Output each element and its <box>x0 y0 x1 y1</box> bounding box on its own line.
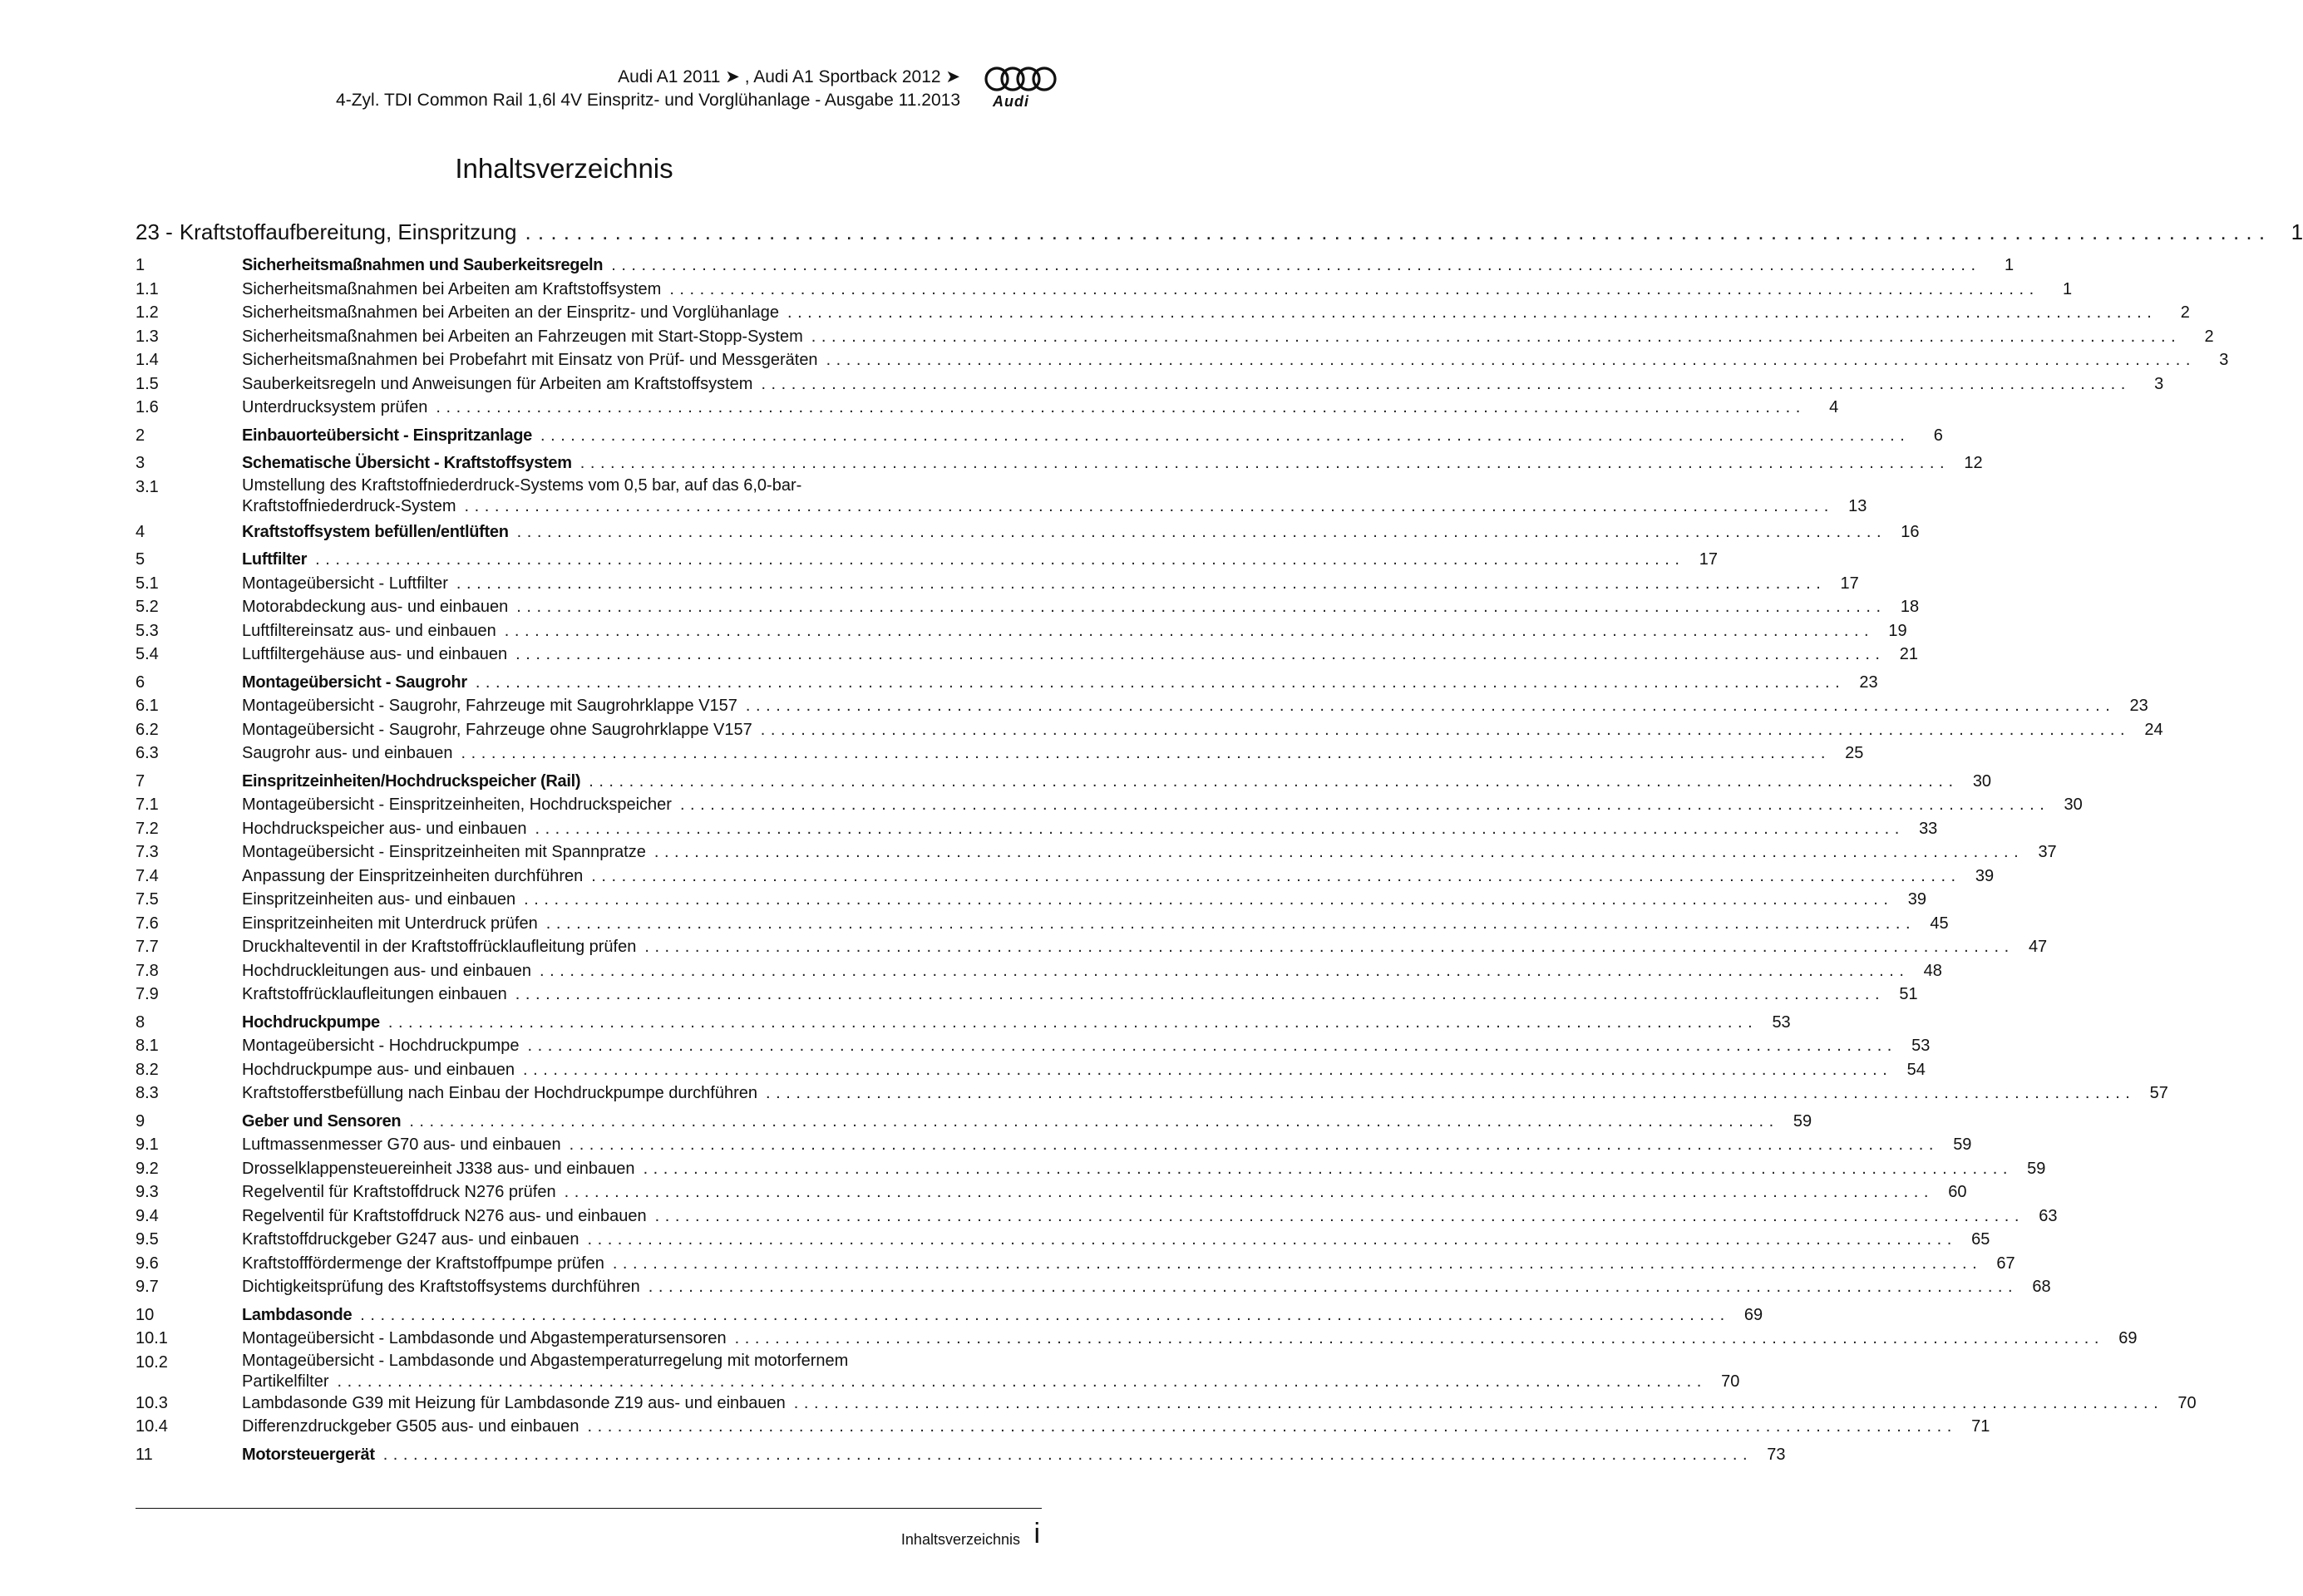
leader-dots <box>436 396 1800 420</box>
toc-subsection-row[interactable] <box>136 643 1918 667</box>
entry-number: 9.4 <box>136 1206 159 1225</box>
leader-dots <box>337 1372 1701 1392</box>
leader-dots <box>476 671 1840 695</box>
entry-page: 39 <box>1975 866 1995 885</box>
entry-number: 6.3 <box>136 744 159 762</box>
entry-title: Sicherheitsmaßnahmen bei Arbeiten an der Einspritz- und Vorglühanlage <box>242 303 779 322</box>
leader-dots <box>761 718 2125 742</box>
entry-page: 57 <box>2149 1084 2168 1102</box>
entry-number: 5.4 <box>136 645 159 663</box>
leader-dots <box>735 1327 2099 1351</box>
leader-dots <box>540 424 1905 448</box>
toc-subsection-row[interactable] <box>136 619 1907 643</box>
entry-title: Montageübersicht - Saugrohr, Fahrzeuge ohne Saugrohrklappe V157 <box>242 720 752 739</box>
entry-page: 6 <box>1933 426 1943 445</box>
entry-title: Motorsteuergerät <box>242 1445 375 1464</box>
leader-dots <box>611 254 1975 278</box>
table-of-contents <box>136 214 2303 1466</box>
entry-title: Lambdasonde <box>242 1305 353 1324</box>
toc-subsection-row[interactable] <box>136 912 1949 936</box>
entry-title: Kraftstofffördermenge der Kraftstoffpumpe prüfen <box>242 1254 604 1273</box>
toc-subsection-row[interactable] <box>136 1351 1740 1392</box>
leader-dots <box>360 1303 1724 1328</box>
entry-title: Kraftstoffsystem befüllen/entlüften <box>242 522 509 541</box>
entry-page: 16 <box>1901 522 1920 541</box>
leader-dots <box>528 1034 1892 1058</box>
entry-title: Unterdrucksystem prüfen <box>242 398 428 416</box>
entry-page: 33 <box>1919 819 1938 838</box>
leader-dots <box>591 864 1955 889</box>
entry-title: Luftfiltereinsatz aus- und einbauen <box>242 621 496 640</box>
entry-page: 24 <box>2144 720 2163 739</box>
entry-number: 5.3 <box>136 621 159 640</box>
toc-subsection-row[interactable] <box>136 325 2214 349</box>
toc-subsection-row[interactable] <box>136 1157 2046 1181</box>
leader-dots <box>655 1204 2019 1229</box>
entry-title: Kraftstoffdruckgeber G247 aus- und einbauen <box>242 1230 579 1249</box>
toc-subsection-row[interactable] <box>136 301 2190 325</box>
entry-number: 1.2 <box>136 303 159 322</box>
entry-page: 39 <box>1907 890 1926 909</box>
entry-page: 19 <box>1888 621 1907 640</box>
entry-title: Einspritzeinheiten aus- und einbauen <box>242 890 516 909</box>
entry-number: 5.1 <box>136 574 159 593</box>
leader-dots <box>587 1415 1951 1439</box>
entry-title: Regelventil für Kraftstoffdruck N276 prüfen <box>242 1183 556 1201</box>
toc-subsection-row[interactable] <box>136 1204 2058 1229</box>
entry-page: 23 <box>2129 697 2148 715</box>
leader-dots <box>505 619 1869 643</box>
entry-page: 48 <box>1923 961 1942 980</box>
entry-number: 1.5 <box>136 374 159 393</box>
entry-page: 18 <box>1900 598 1920 616</box>
entry-page: 13 <box>1848 496 1867 515</box>
toc-subsection-row[interactable] <box>136 718 2163 742</box>
entry-page: 1 <box>2063 279 2073 298</box>
leader-dots <box>383 1443 1748 1467</box>
leader-dots <box>525 214 2265 249</box>
entry-title: Luftfilter <box>242 550 308 569</box>
leader-dots <box>523 1058 1887 1082</box>
leader-dots <box>746 694 2110 718</box>
entry-title: Schematische Übersicht - Kraftstoffsystem <box>242 454 572 472</box>
entry-number: 1 <box>136 256 145 274</box>
toc-section-row[interactable] <box>136 520 1920 544</box>
entry-number: 7 <box>136 771 145 791</box>
leader-dots <box>787 301 2152 325</box>
leader-dots <box>565 1180 1929 1204</box>
toc-subsection-row[interactable] <box>136 278 2073 302</box>
leader-dots <box>644 1157 2008 1181</box>
entry-title: Montageübersicht - Einspritzeinheiten, Hochdruckspeicher <box>242 796 672 814</box>
leader-dots <box>669 278 2034 302</box>
toc-section-row[interactable] <box>136 424 1943 448</box>
entry-title: Hochdruckspeicher aus- und einbauen <box>242 819 527 838</box>
entry-number: 7.3 <box>136 843 159 861</box>
entry-page: 69 <box>1743 1305 1763 1324</box>
entry-number: 6.1 <box>136 697 159 715</box>
entry-number: 7.9 <box>136 985 159 1003</box>
entry-title: Kraftstofferstbefüllung nach Einbau der Hochdruckpumpe durchführen <box>242 1084 758 1102</box>
footer-rule <box>136 1508 1042 1509</box>
toc-chapter[interactable] <box>136 214 2303 249</box>
entry-title: Montageübersicht - Luftfilter <box>242 574 448 593</box>
entry-title: Kraftstoffrücklaufleitungen einbauen <box>242 985 507 1003</box>
entry-number: 5.2 <box>136 598 159 616</box>
toc-subsection-row[interactable] <box>136 694 2148 718</box>
toc-subsection-row[interactable] <box>136 475 1867 516</box>
entry-page: 71 <box>1971 1417 1990 1436</box>
toc-section-row[interactable] <box>136 548 1718 572</box>
toc-subsection-row[interactable] <box>136 1275 2051 1299</box>
entry-title: Luftmassenmesser G70 aus- und einbauen <box>242 1135 561 1154</box>
entry-title: Montageübersicht - Einspritzeinheiten mit Spannpratze <box>242 843 646 861</box>
entry-title: Hochdruckleitungen aus- und einbauen <box>242 961 532 980</box>
toc-subsection-row[interactable] <box>136 840 2057 864</box>
entry-title-continued: Kraftstoffniederdruck-System <box>242 496 456 515</box>
toc-subsection-row[interactable] <box>136 1392 2197 1416</box>
entry-number: 1.3 <box>136 327 159 346</box>
audi-brand-word: Audi <box>993 93 1029 110</box>
entry-page: 53 <box>1772 1012 1791 1032</box>
entry-number: 5 <box>136 550 145 569</box>
entry-page: 70 <box>2177 1393 2197 1412</box>
entry-number: 3.1 <box>136 477 159 496</box>
entry-number: 7.8 <box>136 961 159 980</box>
entry-title: Sicherheitsmaßnahmen bei Arbeiten am Kraftstoffsystem <box>242 279 662 298</box>
leader-dots <box>315 548 1679 572</box>
entry-title: Dichtigkeitsprüfung des Kraftstoffsystems durchführen <box>242 1278 640 1296</box>
entry-title: Einspritzeinheiten mit Unterdruck prüfen <box>242 914 538 933</box>
entry-page: 23 <box>1859 672 1878 692</box>
leader-dots <box>388 1011 1753 1035</box>
entry-title: Montageübersicht - Lambdasonde und Abgastemperatursensoren <box>242 1329 727 1347</box>
entry-page: 69 <box>2118 1329 2138 1347</box>
entry-number: 10 <box>136 1305 155 1324</box>
entry-page: 63 <box>2039 1206 2058 1225</box>
entry-page: 3 <box>2154 374 2164 393</box>
entry-page: 4 <box>1829 398 1839 416</box>
entry-number: 9.6 <box>136 1254 159 1273</box>
entry-page: 21 <box>1899 645 1918 663</box>
footer-label: Inhaltsverzeichnis <box>900 1531 1020 1548</box>
entry-number: 9.1 <box>136 1135 159 1154</box>
toc-subsection-row[interactable] <box>136 983 1918 1007</box>
toc-subsection-row[interactable] <box>136 1034 1931 1058</box>
toc-subsection-row[interactable] <box>136 1252 2015 1276</box>
entry-number: 8 <box>136 1012 145 1032</box>
leader-dots <box>761 372 2125 397</box>
entry-page: 2 <box>2180 303 2190 322</box>
toc-subsection-row[interactable] <box>136 1415 1990 1439</box>
entry-title: Hochdruckpumpe <box>242 1012 380 1032</box>
entry-number: 7.2 <box>136 819 159 838</box>
entry-title: Montageübersicht - Saugrohr, Fahrzeuge mit Saugrohrklappe V157 <box>242 697 737 715</box>
entry-title: Luftfiltergehäuse aus- und einbauen <box>242 645 508 663</box>
entry-number: 4 <box>136 522 145 541</box>
toc-subsection-row[interactable] <box>136 1228 1990 1252</box>
entry-page: 2 <box>2204 327 2214 346</box>
header-manual-line: 4-Zyl. TDI Common Rail 1,6l 4V Einspritz- und Vorglühanlage - Ausgabe 11.2013 <box>336 91 960 110</box>
entry-number: 7.7 <box>136 938 159 956</box>
entry-page: 67 <box>1996 1254 2015 1273</box>
entry-title: Lambdasonde G39 mit Heizung für Lambdasonde Z19 aus- und einbauen <box>242 1393 786 1412</box>
entry-page: 3 <box>2219 351 2229 369</box>
leader-dots <box>587 1228 1951 1252</box>
chapter-page: 1 <box>2291 219 2303 244</box>
leader-dots <box>515 983 1880 1007</box>
leader-dots <box>517 520 1881 544</box>
entry-page: 53 <box>1911 1037 1931 1055</box>
entry-number: 6 <box>136 672 145 692</box>
toc-subsection-row[interactable] <box>136 1058 1926 1082</box>
toc-subsection-row[interactable] <box>136 1081 2168 1106</box>
toc-subsection-row[interactable] <box>136 1327 2138 1351</box>
leader-dots <box>613 1252 1977 1276</box>
toc-section-row[interactable] <box>136 1303 1763 1328</box>
toc-subsection-row[interactable] <box>136 396 1839 420</box>
entry-number: 1.4 <box>136 351 159 369</box>
entry-title: Einspritzeinheiten/Hochdruckspeicher (Rail) <box>242 771 581 791</box>
leader-dots <box>465 496 1829 516</box>
entry-page: 1 <box>2004 256 2015 274</box>
entry-page: 54 <box>1906 1060 1926 1079</box>
toc-subsection-row[interactable] <box>136 595 1920 619</box>
entry-number: 7.6 <box>136 914 159 933</box>
leader-dots <box>461 741 1826 766</box>
toc-subsection-row[interactable] <box>136 741 1864 766</box>
entry-title: Montageübersicht - Saugrohr <box>242 672 467 692</box>
toc-subsection-row[interactable] <box>136 1180 1967 1204</box>
entry-number: 7.1 <box>136 796 159 814</box>
toc-subsection-row[interactable] <box>136 793 2083 817</box>
leader-dots <box>654 840 2019 864</box>
toc-subsection-row[interactable] <box>136 348 2229 372</box>
toc-entries <box>136 254 2229 1466</box>
entry-number: 9.7 <box>136 1278 159 1296</box>
toc-subsection-row[interactable] <box>136 935 2048 959</box>
leader-dots <box>680 793 2044 817</box>
entry-title: Druckhalteventil in der Kraftstoffrücklaufleitung prüfen <box>242 938 637 956</box>
entry-title: Sicherheitsmaßnahmen bei Arbeiten an Fahrzeugen mit Start-Stopp-System <box>242 327 803 346</box>
entry-number: 9.5 <box>136 1230 159 1249</box>
entry-page: 17 <box>1840 574 1859 593</box>
entry-page: 59 <box>2027 1159 2046 1178</box>
toc-subsection-row[interactable] <box>136 817 1938 841</box>
entry-page: 47 <box>2028 938 2048 956</box>
entry-title-continued: Partikelfilter <box>242 1372 329 1391</box>
entry-page: 17 <box>1699 550 1718 569</box>
entry-title: Sicherheitsmaßnahmen und Sauberkeitsregeln <box>242 256 604 274</box>
entry-number: 1.1 <box>136 279 159 298</box>
entry-number: 10.1 <box>136 1329 168 1347</box>
entry-number: 3 <box>136 454 145 472</box>
toc-subsection-row[interactable] <box>136 888 1926 912</box>
entry-title: Anpassung der Einspritzeinheiten durchführen <box>242 866 584 885</box>
entry-page: 59 <box>1793 1111 1812 1130</box>
entry-number: 8.3 <box>136 1084 159 1102</box>
leader-dots <box>540 959 1904 983</box>
entry-number: 11 <box>136 1445 153 1464</box>
header-vehicle-line: Audi A1 2011 ➤ , Audi A1 Sportback 2012 ➤ <box>618 67 960 86</box>
leader-dots <box>524 888 1888 912</box>
entry-title: Saugrohr aus- und einbauen <box>242 744 453 762</box>
entry-title: Regelventil für Kraftstoffdruck N276 aus- und einbauen <box>242 1206 647 1225</box>
entry-number: 8.1 <box>136 1037 159 1055</box>
entry-title: Motorabdeckung aus- und einbauen <box>242 598 509 616</box>
leader-dots <box>811 325 2176 349</box>
page-title: Inhaltsverzeichnis <box>455 153 673 184</box>
toc-section-row[interactable] <box>136 1443 1786 1467</box>
entry-number: 10.2 <box>136 1352 168 1372</box>
entry-number: 10.4 <box>136 1417 168 1436</box>
page-header <box>0 0 1128 116</box>
toc-subsection-row[interactable] <box>136 372 2164 397</box>
entry-title: Montageübersicht - Lambdasonde und Abgastemperaturregelung mit motorfernem <box>242 1351 849 1370</box>
toc-subsection-row[interactable] <box>136 572 1859 596</box>
toc-section-row[interactable] <box>136 671 1878 695</box>
entry-title: Einbauorteübersicht - Einspritzanlage <box>242 426 532 445</box>
toc-section-row[interactable] <box>136 254 2015 278</box>
leader-dots <box>516 595 1881 619</box>
toc-subsection-row[interactable] <box>136 864 1995 889</box>
entry-number: 6.2 <box>136 720 159 739</box>
entry-page: 68 <box>2032 1278 2051 1296</box>
toc-subsection-row[interactable] <box>136 959 1942 983</box>
entry-page: 25 <box>1845 744 1864 762</box>
entry-page: 30 <box>2064 796 2083 814</box>
toc-subsection-row[interactable] <box>136 1133 1972 1157</box>
toc-section-row[interactable] <box>136 451 1983 475</box>
footer-page-mark: i <box>1033 1518 1040 1549</box>
entry-number: 2 <box>136 426 145 445</box>
leader-dots <box>570 1133 1934 1157</box>
entry-title: Umstellung des Kraftstoffniederdruck-Systems vom 0,5 bar, auf das 6,0-bar- <box>242 475 802 495</box>
entry-number: 8.2 <box>136 1060 159 1079</box>
entry-page: 45 <box>1930 914 1949 933</box>
entry-title: Differenzdruckgeber G505 aus- und einbauen <box>242 1417 579 1436</box>
entry-page: 73 <box>1767 1445 1786 1464</box>
entry-title: Montageübersicht - Hochdruckpumpe <box>242 1037 520 1055</box>
entry-page: 65 <box>1971 1230 1990 1249</box>
leader-dots <box>580 451 1945 475</box>
leader-dots <box>826 348 2191 372</box>
entry-number: 7.4 <box>136 866 159 885</box>
entry-title: Drosselklappensteuereinheit J338 aus- und einbauen <box>242 1159 635 1178</box>
leader-dots <box>589 770 1953 794</box>
leader-dots <box>766 1081 2130 1106</box>
leader-dots <box>409 1110 1773 1134</box>
entry-page: 12 <box>1964 454 1983 472</box>
entry-title: Geber und Sensoren <box>242 1111 402 1130</box>
leader-dots <box>648 1275 2013 1299</box>
entry-page: 30 <box>1972 771 1992 791</box>
entry-page: 60 <box>1948 1183 1967 1201</box>
toc-section-row[interactable] <box>136 1110 1812 1134</box>
leader-dots <box>456 572 1821 596</box>
entry-number: 9.2 <box>136 1159 159 1178</box>
entry-title: Hochdruckpumpe aus- und einbauen <box>242 1060 515 1079</box>
toc-section-row[interactable] <box>136 1011 1791 1035</box>
leader-dots <box>546 912 1911 936</box>
entry-title: Sauberkeitsregeln und Anweisungen für Arbeiten am Kraftstoffsystem <box>242 374 753 393</box>
entry-number: 1.6 <box>136 398 159 416</box>
chapter-number: 23 - <box>136 219 173 244</box>
audi-rings-icon <box>984 65 1058 93</box>
entry-number: 9 <box>136 1111 145 1130</box>
toc-section-row[interactable] <box>136 770 1992 794</box>
entry-page: 51 <box>1899 985 1918 1003</box>
entry-number: 7.5 <box>136 890 159 909</box>
entry-number: 10.3 <box>136 1393 168 1412</box>
leader-dots <box>535 817 1899 841</box>
entry-number: 9.3 <box>136 1183 159 1201</box>
leader-dots <box>644 935 2009 959</box>
leader-dots <box>794 1392 2158 1416</box>
chapter-title: Kraftstoffaufbereitung, Einspritzung <box>179 219 517 244</box>
entry-page: 37 <box>2038 843 2057 861</box>
entry-title: Sicherheitsmaßnahmen bei Probefahrt mit Einsatz von Prüf- und Messgeräten <box>242 351 818 369</box>
entry-page: 70 <box>1721 1372 1740 1391</box>
leader-dots <box>515 643 1880 667</box>
entry-page: 59 <box>1953 1135 1972 1154</box>
